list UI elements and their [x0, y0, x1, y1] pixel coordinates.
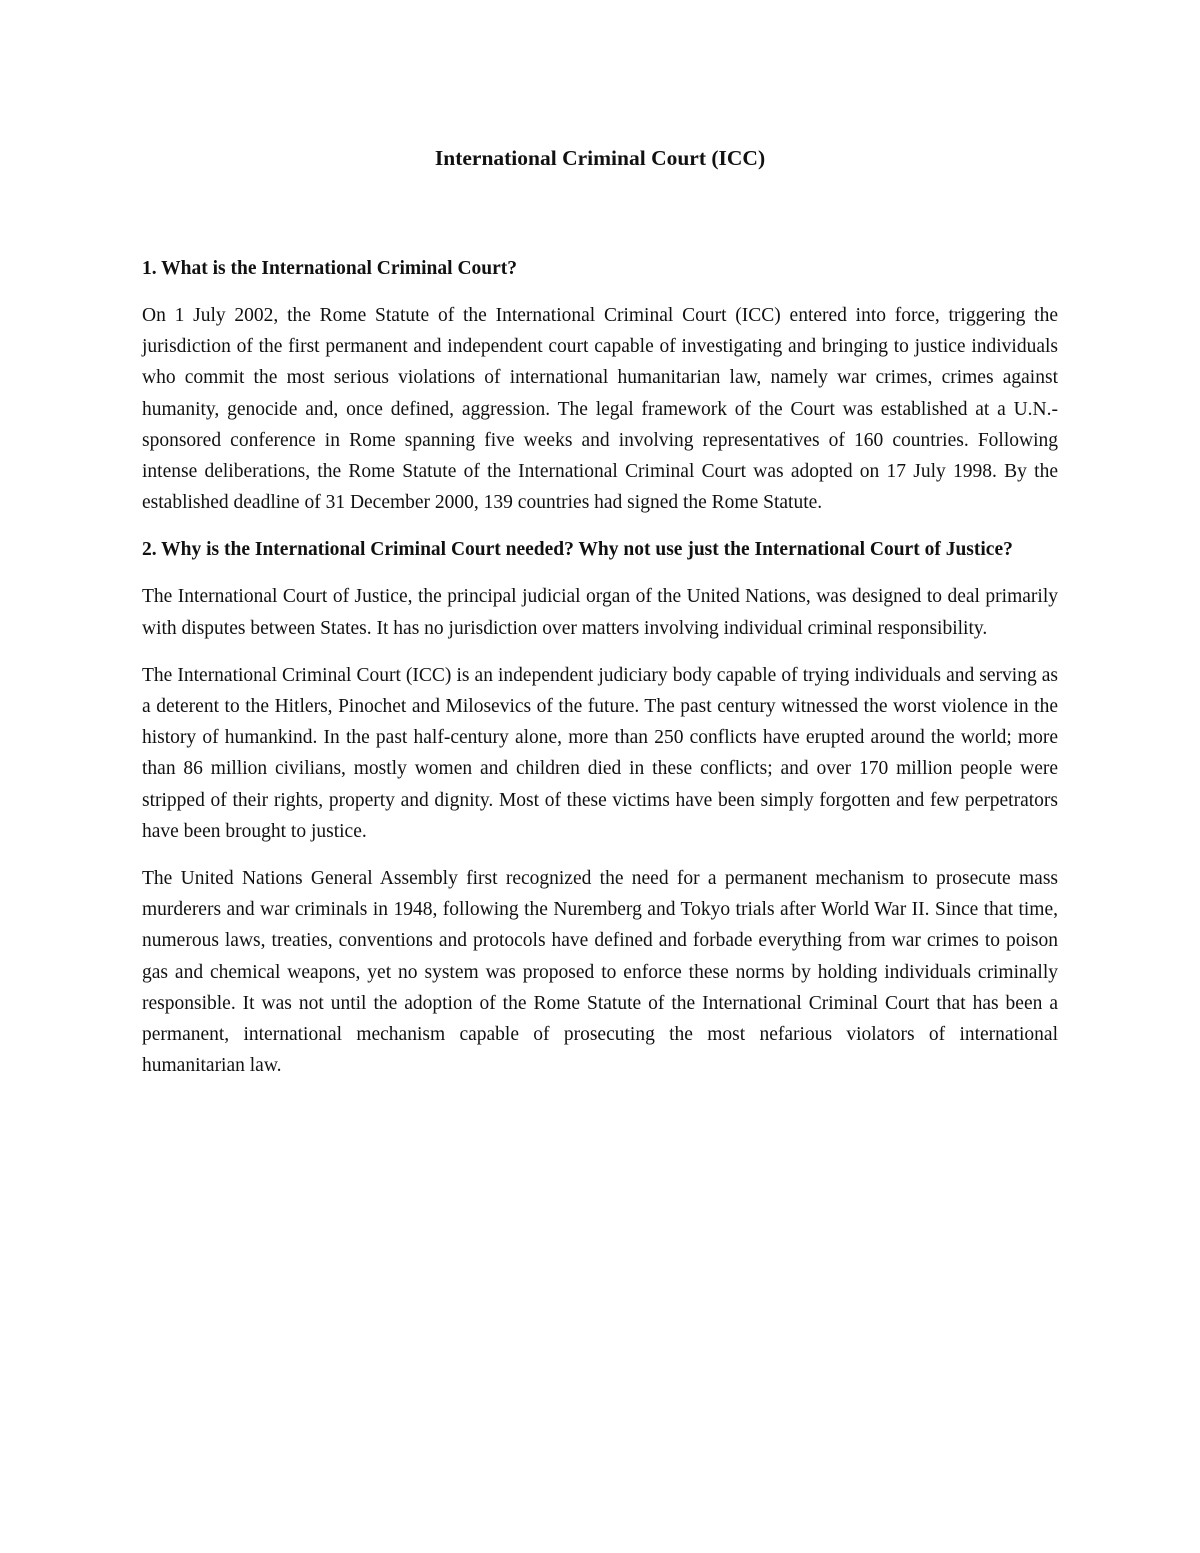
section-2-paragraph-3: The United Nations General Assembly first recognized the need for a permanent mechanism to prosecute mass murderers and war criminals in 1948, following the Nuremberg and Tokyo trials after World War II. Since that time, numerous laws, treaties, conventions and protocols have defined and forbade everything from war crimes to poison gas and chemical weapons, yet no system was proposed to enforce these norms by holding individuals criminally responsible. It was not until the adoption of the Rome Statute of the International Criminal Court that has been a permanent, international mechanism capable of prosecuting the most nefarious violators of international humanitarian law.	[142, 868, 1058, 1077]
section-2-paragraph-2: The International Criminal Court (ICC) is an independent judiciary body capable of trying individuals and serving as a deterent to the Hitlers, Pinochet and Milosevics of the future. The past century witnessed the worst violence in the history of humankind. In the past half-century alone, more than 250 conflicts have erupted around the world; more than 86 million civilians, mostly women and children died in these conflicts; and over 170 million people were stripped of their rights, property and dignity. Most of these victims have been simply forgotten and few perpetrators have been brought to justice.	[142, 664, 1058, 842]
section-heading-why-icc-needed: 2. Why is the International Criminal Court needed? Why not use just the International Court of Justice?	[142, 539, 1013, 561]
document-title: International Criminal Court (ICC)	[434, 146, 766, 170]
section-2-paragraph-1: The International Court of Justice, the principal judicial organ of the United Nations, was designed to deal primarily with disputes between States. It has no jurisdiction over matters involving individual criminal responsibility.	[142, 586, 1058, 639]
section-heading-what-is-icc: 1. What is the International Criminal Court?	[142, 258, 518, 279]
document-body	[142, 143, 1058, 1081]
section-1-paragraph-1: On 1 July 2002, the Rome Statute of the International Criminal Court (ICC) entered into force, triggering the jurisdiction of the first permanent and independent court capable of investigating and bringing to justice individuals who commit the most serious violations of international humanitarian law, namely war crimes, crimes against humanity, genocide and, once defined, aggression. The legal framework of the Court was established at a U.N.-sponsored conference in Rome spanning five weeks and involving representatives of 160 countries. Following intense deliberations, the Rome Statute of the International Criminal Court was adopted on 17 July 1998. By the established deadline of 31 December 2000, 139 countries had signed the Rome Statute.	[142, 305, 1058, 514]
